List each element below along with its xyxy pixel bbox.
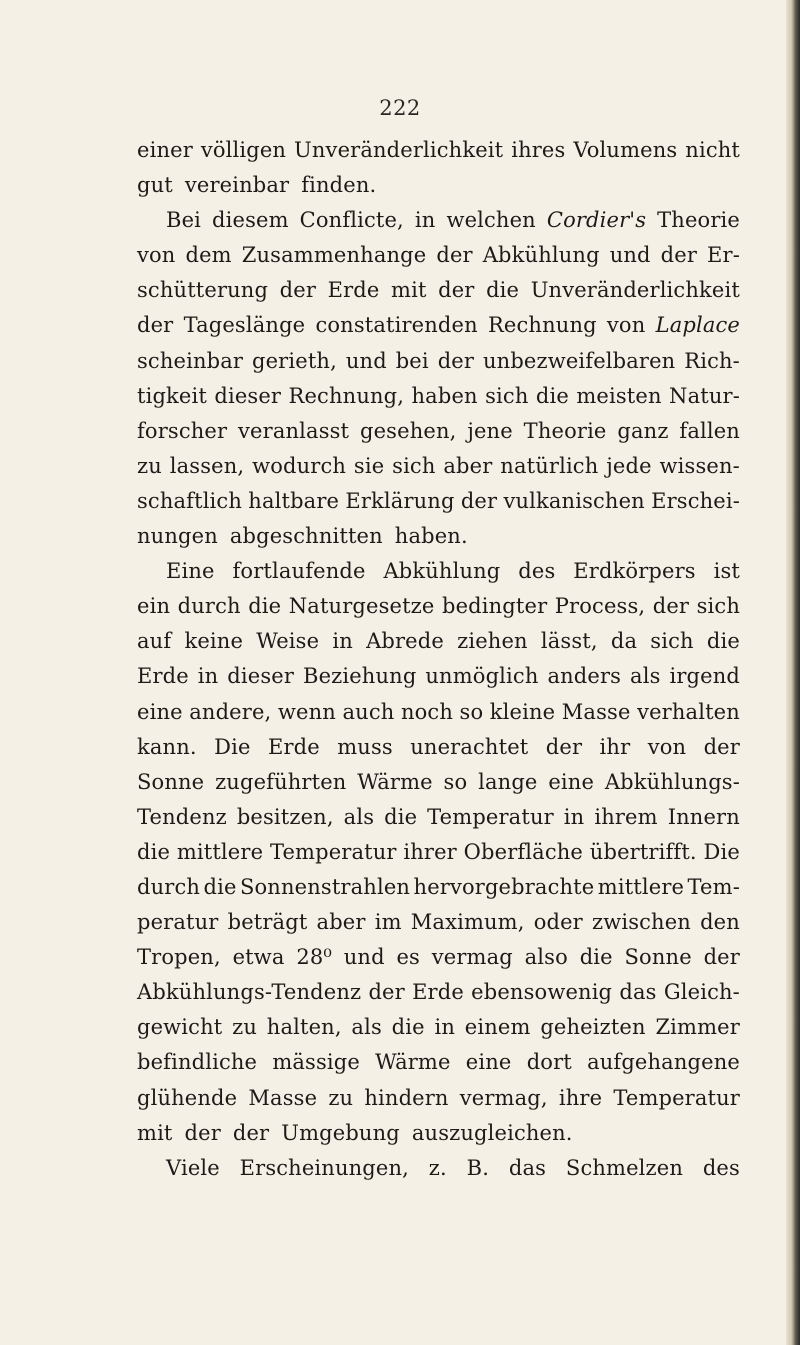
- word: Erde: [137, 664, 189, 689]
- word: übertrifft.: [589, 839, 697, 864]
- text-line: [137, 905, 740, 940]
- word: das: [508, 1155, 547, 1180]
- word: natürlich: [500, 453, 599, 478]
- word: schaftlich: [137, 488, 243, 513]
- word: auf: [137, 629, 172, 654]
- word: der: [703, 945, 740, 970]
- word: 28⁰: [296, 945, 332, 970]
- word: so: [443, 769, 468, 794]
- word: durch: [177, 594, 241, 619]
- word: aufgehangene: [587, 1050, 740, 1075]
- word: Abkühlung: [482, 243, 600, 268]
- text-line: [137, 870, 740, 905]
- text-line: [137, 1045, 740, 1080]
- word: etwa: [232, 945, 285, 970]
- word: im: [374, 910, 402, 935]
- word: von: [606, 313, 646, 338]
- word: die: [248, 594, 282, 619]
- word: Volumens: [573, 138, 678, 162]
- word: finden.: [301, 173, 377, 198]
- word: in: [332, 629, 353, 654]
- word: Erklärung: [345, 488, 455, 513]
- word: die: [137, 839, 171, 864]
- word: und: [609, 243, 651, 268]
- word: zu: [137, 453, 162, 478]
- word: hervorgebrachte: [413, 874, 595, 899]
- word: ihre: [558, 1085, 603, 1110]
- word: Sonne: [624, 945, 692, 970]
- word: gut: [137, 173, 173, 198]
- word: befindliche: [137, 1050, 258, 1075]
- word: vermag: [431, 945, 513, 970]
- text-line: [137, 835, 740, 870]
- word: Sonnenstrahlen: [239, 874, 411, 899]
- word: der: [545, 734, 583, 759]
- word: Eine: [166, 559, 215, 584]
- word: Laplace: [655, 313, 740, 338]
- text-line: [137, 1010, 740, 1045]
- text-line: [137, 308, 740, 343]
- word: Viele: [166, 1155, 220, 1180]
- word: vereinbar: [184, 173, 290, 198]
- word: Cordier's: [546, 208, 647, 233]
- word: als: [630, 664, 661, 689]
- word: sie: [353, 453, 385, 478]
- word: andere,: [189, 699, 272, 724]
- word: als: [351, 1015, 382, 1040]
- word: Erschei-: [651, 488, 740, 513]
- word: forscher: [137, 418, 228, 443]
- word: der: [232, 1120, 270, 1145]
- word: von: [647, 734, 687, 759]
- word: Abkühlung: [383, 559, 501, 584]
- word: bedingter: [442, 594, 548, 619]
- text-line: [137, 1081, 740, 1116]
- word: Erde: [412, 980, 464, 1005]
- word: zugeführten: [215, 769, 347, 794]
- text-line: [137, 238, 740, 273]
- word: gewicht: [137, 1015, 223, 1040]
- word: den: [700, 910, 740, 935]
- word: mässige: [272, 1050, 360, 1075]
- word: welchen: [446, 208, 536, 233]
- word: ziehen: [457, 629, 528, 654]
- word: des: [518, 559, 556, 584]
- word: Masse: [248, 1085, 318, 1110]
- word: lassen,: [169, 453, 245, 478]
- word: jene: [467, 418, 513, 443]
- word: nicht: [685, 138, 740, 162]
- word: sich: [696, 594, 740, 619]
- word: Tropen,: [137, 945, 221, 970]
- text-line: [137, 484, 740, 519]
- text-line: [137, 133, 740, 168]
- word: Die: [703, 839, 740, 864]
- word: Rechnung: [487, 313, 597, 338]
- text-line: [137, 273, 740, 308]
- word: Rechnung,: [288, 383, 405, 408]
- word: Erscheinungen,: [239, 1155, 409, 1180]
- word: der: [368, 980, 405, 1005]
- text-line: [137, 519, 740, 554]
- word: ihrem: [594, 804, 658, 829]
- word: geheizten: [540, 1015, 646, 1040]
- word: Abkühlungs-Tendenz: [137, 980, 362, 1005]
- word: bei: [395, 348, 429, 373]
- word: schütterung: [137, 278, 269, 303]
- word: Innern: [667, 804, 740, 829]
- word: ihr: [599, 734, 631, 759]
- word: Tageslänge: [183, 313, 306, 338]
- page-edge-shadow: [786, 0, 800, 1345]
- word: Tem-: [687, 874, 740, 899]
- word: Abrede: [366, 629, 444, 654]
- word: abgeschnitten: [229, 524, 383, 549]
- word: kann.: [137, 734, 197, 759]
- word: die: [579, 945, 613, 970]
- word: Die: [214, 734, 251, 759]
- word: mit: [137, 1120, 173, 1145]
- text-line: [137, 1151, 740, 1186]
- word: peratur: [137, 910, 219, 935]
- word: der: [660, 243, 698, 268]
- text-line: [137, 765, 740, 800]
- word: in: [197, 664, 219, 689]
- word: Zimmer: [655, 1015, 740, 1040]
- word: das: [619, 980, 657, 1005]
- word: die: [391, 1015, 425, 1040]
- word: Maximum,: [410, 910, 525, 935]
- text-line: [137, 414, 740, 449]
- word: der: [438, 278, 475, 303]
- text-line: [137, 695, 740, 730]
- word: Naturgesetze: [288, 594, 435, 619]
- word: hindern: [364, 1085, 449, 1110]
- word: B.: [466, 1155, 490, 1180]
- word: ihrer: [403, 839, 457, 864]
- word: anders: [547, 664, 622, 689]
- word: diesem: [212, 208, 289, 233]
- word: Schmelzen: [565, 1155, 684, 1180]
- word: es: [396, 945, 420, 970]
- word: aber: [443, 453, 493, 478]
- page-number: 222: [379, 96, 421, 120]
- word: der: [137, 313, 174, 338]
- word: die: [384, 804, 418, 829]
- word: haben: [411, 383, 478, 408]
- word: besitzen,: [236, 804, 334, 829]
- word: Temperatur: [269, 839, 397, 864]
- word: Temperatur: [613, 1085, 740, 1110]
- word: der: [279, 278, 317, 303]
- word: Sonne: [137, 769, 205, 794]
- word: Oberfläche: [463, 839, 584, 864]
- word: Conflicte,: [299, 208, 404, 233]
- word: Wärme: [357, 769, 433, 794]
- text-line: [137, 449, 740, 484]
- text-line: [137, 659, 740, 694]
- word: Process,: [554, 594, 646, 619]
- word: Temperatur: [427, 804, 554, 829]
- word: unbezweifelbaren: [482, 348, 676, 373]
- word: die: [486, 278, 520, 303]
- word: in: [563, 804, 585, 829]
- word: unerachtet: [410, 734, 529, 759]
- word: vulkanischen: [503, 488, 645, 513]
- word: sich: [485, 383, 529, 408]
- word: Theorie: [657, 208, 740, 233]
- word: dort: [526, 1050, 572, 1075]
- word: Rich-: [684, 348, 740, 373]
- word: eine: [465, 1050, 512, 1075]
- word: Unveränderlichkeit: [294, 138, 504, 162]
- word: ein: [137, 594, 171, 619]
- word: der: [436, 243, 473, 268]
- word: sich: [650, 629, 694, 654]
- word: Er-: [707, 243, 740, 268]
- word: zu: [232, 1015, 257, 1040]
- word: wissen-: [659, 453, 740, 478]
- word: in: [414, 208, 436, 233]
- word: Tendenz: [137, 804, 227, 829]
- word: auch: [342, 699, 395, 724]
- word: Masse: [561, 699, 631, 724]
- word: dieser: [214, 383, 282, 408]
- word: dem: [185, 243, 232, 268]
- word: gesehen,: [360, 418, 457, 443]
- word: glühende: [137, 1085, 238, 1110]
- word: von: [137, 243, 176, 268]
- word: die: [203, 874, 237, 899]
- word: des: [702, 1155, 740, 1180]
- word: aber: [316, 910, 366, 935]
- word: wodurch: [252, 453, 347, 478]
- word: eine: [548, 769, 595, 794]
- word: oder: [533, 910, 583, 935]
- word: der: [460, 488, 498, 513]
- word: irgend: [669, 664, 740, 689]
- word: zwischen: [591, 910, 691, 935]
- word: als: [343, 804, 375, 829]
- word: unmöglich: [425, 664, 539, 689]
- word: der: [703, 734, 740, 759]
- word: mit: [391, 278, 427, 303]
- word: die: [535, 383, 569, 408]
- word: gerieth,: [252, 348, 337, 373]
- word: noch: [400, 699, 453, 724]
- word: mittlere: [176, 839, 264, 864]
- word: constatirenden: [315, 313, 478, 338]
- word: Natur-: [669, 383, 740, 408]
- word: ebensowenig: [471, 980, 613, 1005]
- word: und: [345, 348, 387, 373]
- word: Wärme: [375, 1050, 451, 1075]
- word: die: [706, 629, 740, 654]
- word: zu: [328, 1085, 354, 1110]
- word: fortlaufende: [232, 559, 366, 584]
- word: jede: [606, 453, 652, 478]
- word: in: [434, 1015, 456, 1040]
- word: halten,: [266, 1015, 342, 1040]
- text-line: [137, 589, 740, 624]
- word: tigkeit: [137, 383, 207, 408]
- word: der: [184, 1120, 221, 1145]
- text-line: [137, 554, 740, 589]
- word: beträgt: [227, 910, 308, 935]
- word: Weise: [256, 629, 320, 654]
- word: Erde: [267, 734, 320, 759]
- word: einem: [464, 1015, 531, 1040]
- word: durch: [137, 874, 201, 899]
- word: Erdkörpers: [573, 559, 696, 584]
- word: Theorie: [523, 418, 607, 443]
- word: keine: [184, 629, 244, 654]
- text-line: [137, 1116, 740, 1151]
- word: der: [652, 594, 690, 619]
- word: Umgebung: [281, 1120, 400, 1145]
- word: lange: [478, 769, 538, 794]
- word: Beziehung: [302, 664, 417, 689]
- text-line: [137, 203, 740, 238]
- word: Unveränderlichkeit: [530, 278, 740, 303]
- word: muss: [337, 734, 393, 759]
- text-line: [137, 730, 740, 765]
- text-line: [137, 344, 740, 379]
- word: eine: [137, 699, 183, 724]
- word: mittlere: [597, 874, 685, 899]
- word: Gleich-: [663, 980, 740, 1005]
- word: vermag,: [459, 1085, 548, 1110]
- word: Erde: [327, 278, 380, 303]
- word: kleine: [489, 699, 556, 724]
- word: wenn: [277, 699, 336, 724]
- word: sich: [392, 453, 436, 478]
- word: völligen: [200, 138, 287, 162]
- word: meisten: [576, 383, 662, 408]
- text-line: [137, 800, 740, 835]
- word: z.: [428, 1155, 447, 1180]
- text-line: [137, 940, 740, 975]
- word: lässt,: [540, 629, 598, 654]
- word: dieser: [227, 664, 295, 689]
- word: also: [524, 945, 568, 970]
- word: so: [459, 699, 484, 724]
- word: verhalten: [637, 699, 740, 724]
- word: da: [610, 629, 638, 654]
- word: veranlasst: [238, 418, 350, 443]
- word: einer: [137, 138, 193, 162]
- word: scheinbar: [137, 348, 244, 373]
- word: fallen: [679, 418, 740, 443]
- word: Bei: [166, 208, 202, 233]
- word: auszugleichen.: [411, 1120, 573, 1145]
- word: haltbare: [248, 488, 340, 513]
- text-line: [137, 624, 740, 659]
- word: ganz: [617, 418, 669, 443]
- word: und: [343, 945, 385, 970]
- body-text: [137, 133, 740, 1186]
- word: Abkühlungs-: [604, 769, 740, 794]
- text-line: [137, 379, 740, 414]
- text-line: [137, 975, 740, 1010]
- word: Zusammenhange: [241, 243, 427, 268]
- word: der: [437, 348, 475, 373]
- word: haben.: [394, 524, 468, 549]
- word: ist: [713, 559, 740, 584]
- word: ihres: [511, 138, 566, 162]
- text-line: [137, 168, 740, 203]
- word: nungen: [137, 524, 218, 549]
